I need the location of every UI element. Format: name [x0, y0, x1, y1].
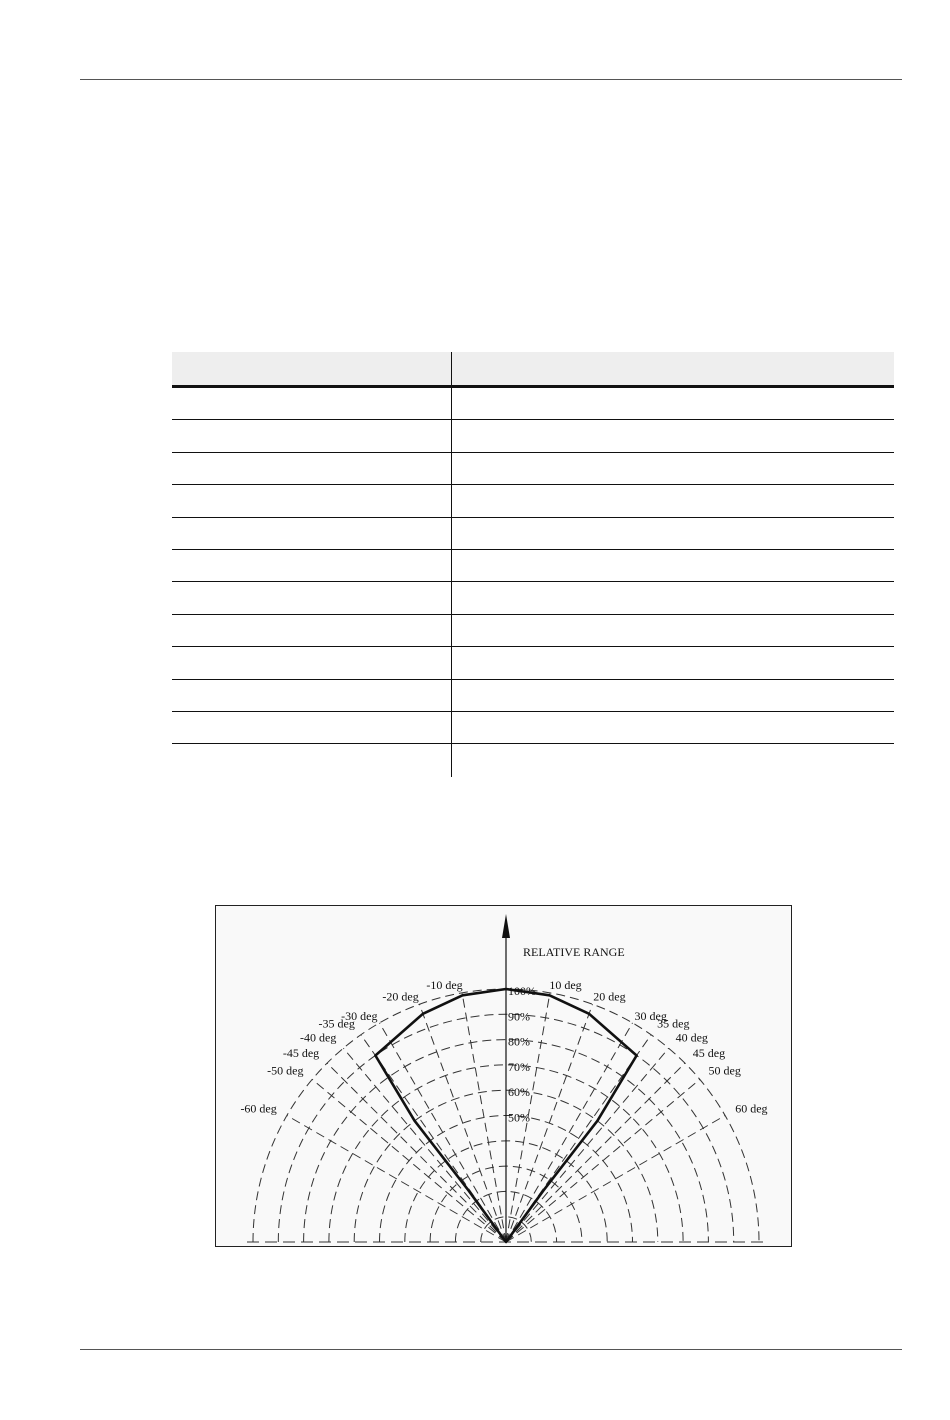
- angle-label: -10 deg: [426, 977, 463, 992]
- table-cell: [172, 453, 452, 484]
- table-row: [172, 485, 894, 517]
- radial-tick-label: 60%: [508, 1085, 530, 1100]
- angle-label: 10 deg: [549, 977, 582, 992]
- radial-tick-label: 90%: [508, 1009, 530, 1024]
- radial-tick-label: 80%: [508, 1034, 530, 1049]
- table-cell: [452, 647, 894, 678]
- table-cell: [452, 420, 894, 451]
- table-row: [172, 388, 894, 420]
- table-cell: [172, 647, 452, 678]
- footer-rule: [80, 1349, 902, 1350]
- table-row: [172, 680, 894, 712]
- angle-label: -50 deg: [267, 1063, 304, 1078]
- table-cell: [452, 712, 894, 743]
- angle-spoke: [287, 1116, 506, 1243]
- table-row: [172, 420, 894, 452]
- table-cell: [452, 744, 894, 776]
- header-rule: [80, 79, 902, 80]
- angle-spoke: [506, 1116, 725, 1243]
- angle-label: -30 deg: [341, 1008, 378, 1023]
- table-row: [172, 712, 894, 744]
- table-row: [172, 647, 894, 679]
- angle-spoke: [380, 1023, 507, 1242]
- angle-label: 35 deg: [657, 1016, 690, 1031]
- table-cell: [452, 518, 894, 549]
- table-row: [172, 582, 894, 614]
- angle-label: -20 deg: [382, 989, 419, 1004]
- table-cell: [172, 712, 452, 743]
- angle-spoke: [506, 1023, 633, 1242]
- table-cell: [452, 550, 894, 581]
- table-cell: [452, 453, 894, 484]
- table-cell: [172, 582, 452, 613]
- angle-label: 45 deg: [692, 1046, 726, 1061]
- angle-label: 50 deg: [708, 1063, 741, 1078]
- table-cell: [172, 550, 452, 581]
- beam-pattern-figure: [215, 905, 792, 1247]
- table-cell: [452, 680, 894, 711]
- angle-label: -45 deg: [282, 1046, 320, 1061]
- angle-spoke: [343, 1048, 506, 1242]
- radial-tick-label: 70%: [508, 1059, 530, 1074]
- angle-label: -40 deg: [300, 1030, 337, 1045]
- table-row: [172, 615, 894, 647]
- table-row: [172, 453, 894, 485]
- table-cell: [172, 680, 452, 711]
- table-cell: [172, 420, 452, 451]
- beam-pattern-chart: [216, 906, 793, 1248]
- table-cell: [172, 518, 452, 549]
- table-row: [172, 518, 894, 550]
- angle-label: 30 deg: [634, 1008, 667, 1023]
- table-cell: [452, 388, 894, 419]
- spec-table-header: [172, 352, 894, 388]
- table-cell: [452, 615, 894, 646]
- table-cell: [452, 582, 894, 613]
- angle-label: -60 deg: [240, 1101, 277, 1116]
- table-cell: [172, 744, 452, 776]
- table-row: [172, 550, 894, 582]
- spec-table-header-col-1: [172, 352, 452, 385]
- arrow-up-icon: [502, 914, 510, 938]
- table-row: [172, 744, 894, 776]
- radial-tick-label: 100%: [508, 984, 536, 998]
- angle-label: 40 deg: [675, 1030, 708, 1045]
- table-cell: [452, 485, 894, 516]
- angle-spoke: [506, 1048, 669, 1242]
- table-cell: [172, 615, 452, 646]
- spec-table: [172, 352, 894, 777]
- axis-label: RELATIVE RANGE: [523, 945, 625, 959]
- angle-label: 60 deg: [735, 1101, 768, 1116]
- angle-label: -35 deg: [318, 1016, 355, 1031]
- table-cell: [172, 388, 452, 419]
- angle-label: 20 deg: [593, 989, 626, 1004]
- table-cell: [172, 485, 452, 516]
- radial-tick-label: 50%: [508, 1110, 530, 1125]
